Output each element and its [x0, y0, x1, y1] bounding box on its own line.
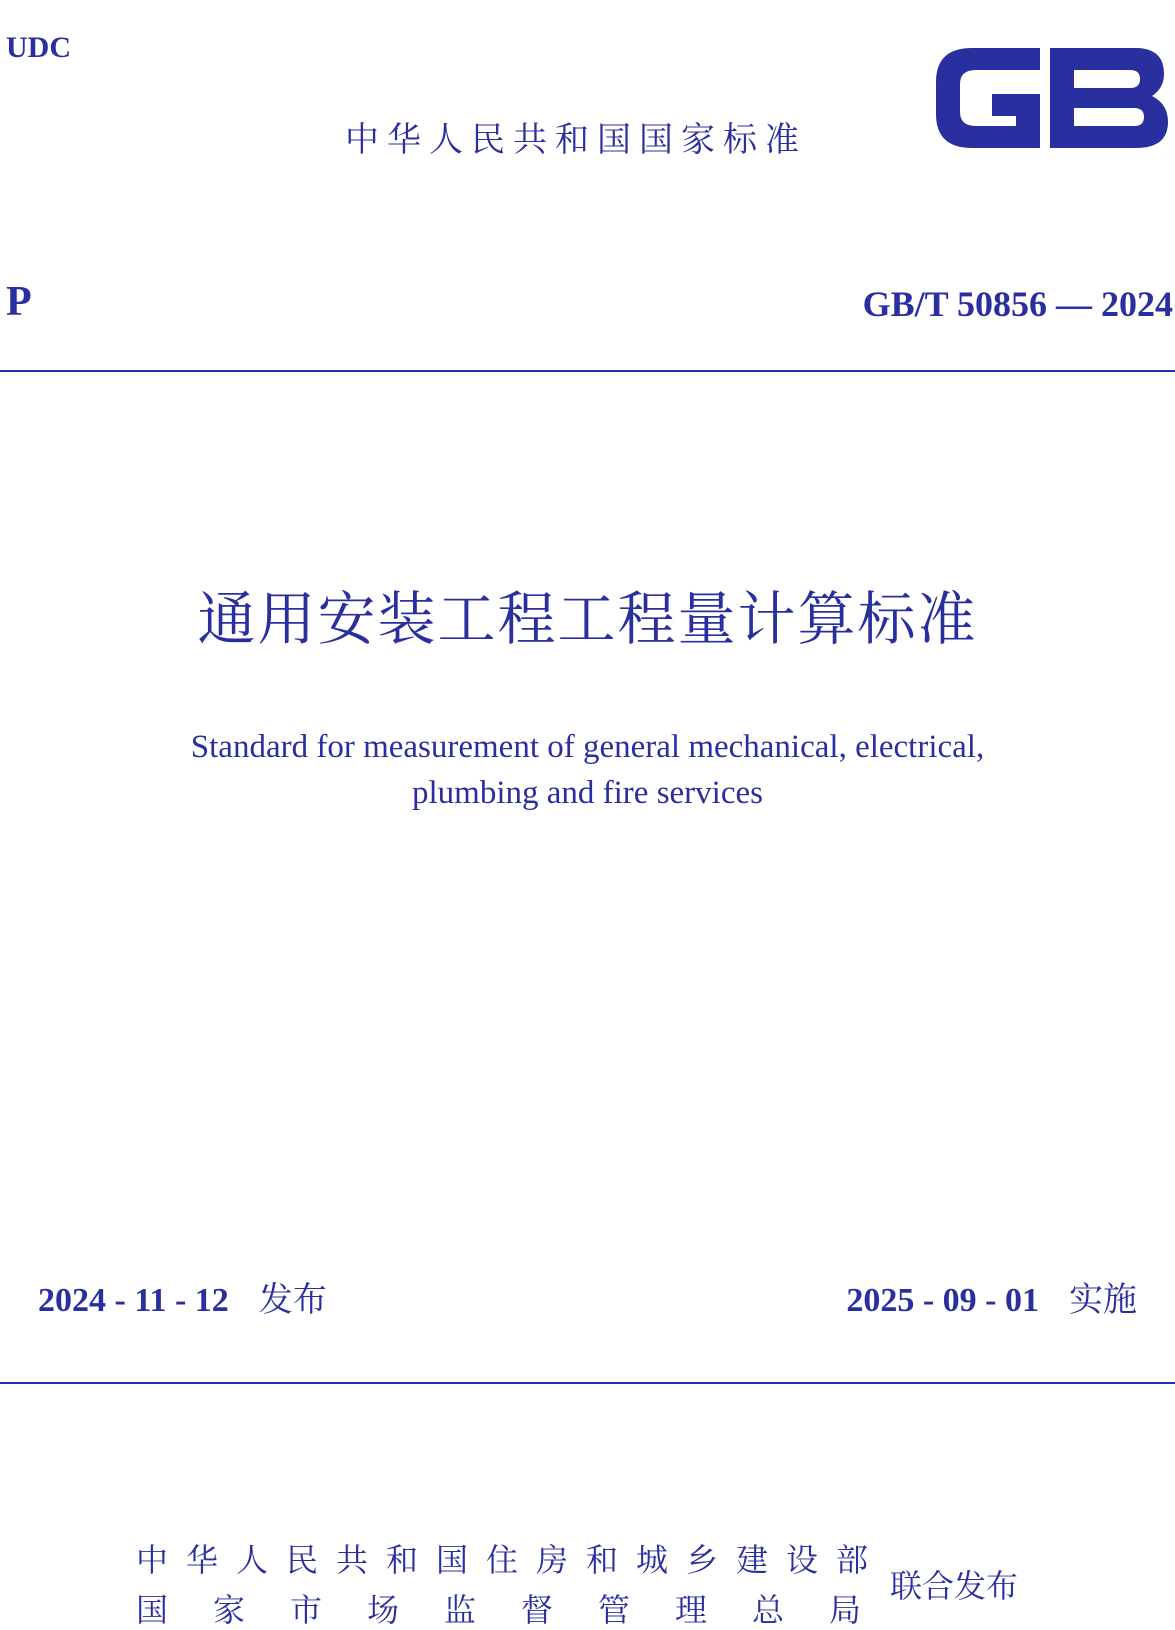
udc-label: UDC [6, 31, 71, 64]
gb-logo [924, 30, 1174, 164]
country-standard-heading: 中华人民共和国国家标准 [345, 120, 807, 160]
title-english-line-1: Standard for measurement of general mechanical, electrical, [190, 729, 985, 765]
issuer-administration: 国家市场监督管理总局 [136, 1591, 907, 1629]
title-english [0, 724, 1175, 816]
bottom-divider [0, 1382, 1175, 1384]
classification-letter: P [6, 279, 32, 325]
top-divider [0, 370, 1175, 372]
implement-date-block [846, 1278, 1137, 1323]
title-english-line-2: plumbing and fire services [412, 775, 763, 811]
implement-date: 2025 - 09 - 01 [846, 1282, 1039, 1319]
issue-date: 2024 - 11 - 12 [38, 1282, 229, 1319]
issuer-ministry: 中华人民共和国住房和城乡建设部 [136, 1541, 887, 1579]
issue-date-block [38, 1278, 327, 1323]
standard-number: GB/T 50856 — 2024 [862, 284, 1173, 324]
joint-release-label: 联合发布 [890, 1567, 1019, 1605]
title-chinese: 通用安装工程工程量计算标准 [197, 585, 978, 653]
implement-label: 实施 [1069, 1280, 1137, 1320]
issue-label: 发布 [258, 1280, 327, 1320]
